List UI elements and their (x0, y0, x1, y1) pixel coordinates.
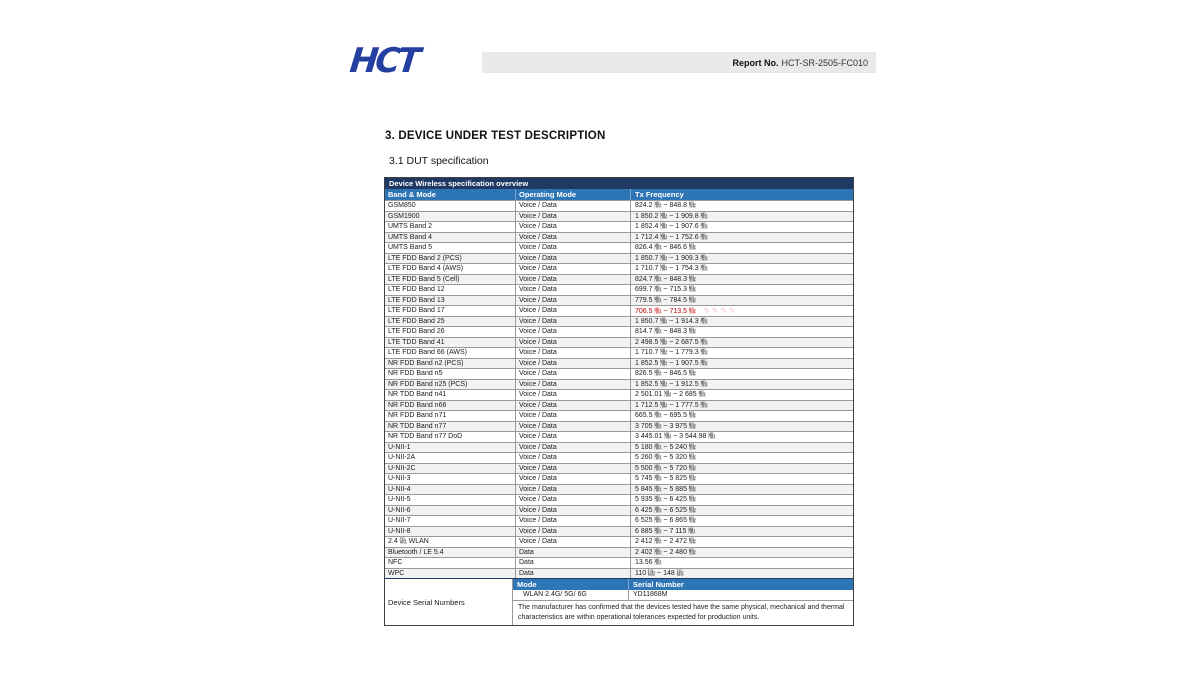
tx-frequency-cell: 1 710.7 ㎒ ~ 1 779.3 ㎒ (630, 348, 853, 358)
table-row (385, 431, 853, 442)
band-mode-cell: LTE FDD Band 26 (388, 328, 445, 335)
band-mode-cell: LTE FDD Band 4 (AWS) (388, 265, 464, 272)
table-title: Device Wireless specification overview (385, 178, 853, 189)
band-mode-cell: U-NII-2A (388, 454, 416, 461)
table-row (385, 305, 853, 316)
operating-mode-cell: Data (515, 548, 630, 558)
band-mode-cell: NR TDD Band n41 (388, 391, 447, 398)
col-header-band-mode: Band & Mode (388, 190, 436, 199)
serial-value-row (513, 590, 853, 601)
serial-header-row (513, 579, 853, 590)
table-row (385, 463, 853, 474)
operating-mode-cell: Voice / Data (515, 317, 630, 327)
operating-mode-cell: Voice / Data (515, 327, 630, 337)
handwritten-annotation: ∿∿∿∿ (701, 305, 737, 315)
tx-frequency-cell: 3 445.01 ㎒ ~ 3 544.98 ㎒ (630, 432, 853, 442)
operating-mode-cell: Voice / Data (515, 390, 630, 400)
table-row (385, 316, 853, 327)
section-title: 3. DEVICE UNDER TEST DESCRIPTION (385, 130, 606, 142)
table-row (385, 337, 853, 348)
band-mode-cell: LTE FDD Band 25 (388, 317, 445, 325)
table-row (385, 452, 853, 463)
band-mode-cell: U-NII-7 (388, 517, 411, 524)
tx-frequency-cell: 1 850.7 ㎒ ~ 1 909.3 ㎒ (630, 254, 853, 264)
operating-mode-cell: Voice / Data (515, 254, 630, 264)
col-header-operating-mode: Operating Mode (515, 189, 630, 200)
table-row (385, 347, 853, 358)
band-mode-cell: GSM1900 (388, 212, 420, 220)
table-row (385, 389, 853, 400)
tx-frequency-cell: 110 ㎑ ~ 148 ㎑ (630, 569, 853, 579)
operating-mode-cell: Voice / Data (515, 453, 630, 463)
operating-mode-cell: Voice / Data (515, 201, 630, 211)
operating-mode-cell: Voice / Data (515, 338, 630, 348)
subsection-title: 3.1 DUT specification (389, 155, 489, 167)
table-row (385, 368, 853, 379)
report-number-value: HCT-SR-2505-FC010 (781, 57, 868, 68)
operating-mode-cell: Voice / Data (515, 296, 630, 306)
operating-mode-cell: Voice / Data (515, 495, 630, 505)
tx-frequency-cell: 6 425 ㎒ ~ 6 525 ㎒ (630, 506, 853, 516)
operating-mode-cell: Voice / Data (515, 348, 630, 358)
tx-frequency-cell: 706.5 ㎒ ~ 713.5 ㎒ ∿∿∿∿ (630, 306, 853, 316)
band-mode-cell: U-NII-1 (388, 443, 411, 451)
hct-logo: HCT (347, 41, 420, 81)
operating-mode-cell: Voice / Data (515, 359, 630, 369)
band-mode-cell: UMTS Band 2 (388, 223, 432, 230)
table-row (385, 494, 853, 505)
col-header-tx-frequency: Tx Frequency (630, 189, 853, 200)
operating-mode-cell: Voice / Data (515, 380, 630, 390)
tx-frequency-cell: 826.4 ㎒ ~ 846.6 ㎒ (630, 243, 853, 253)
manufacturer-note: The manufacturer has confirmed that the devices tested have the same physical, mechanical and thermal characteristics are within operational tolerances expected for production units. (518, 604, 845, 621)
device-serial-section (385, 578, 853, 625)
operating-mode-cell: Data (515, 558, 630, 568)
band-mode-cell: NR FDD Band n66 (388, 401, 447, 409)
table-row (385, 200, 853, 211)
table-row (385, 421, 853, 432)
table-row (385, 568, 853, 579)
table-row (385, 295, 853, 306)
report-number-bar (482, 52, 876, 73)
band-mode-cell: U-NII-3 (388, 475, 411, 482)
operating-mode-cell: Voice / Data (515, 222, 630, 232)
table-row (385, 221, 853, 232)
tx-frequency-cell: 6 885 ㎒ ~ 7 115 ㎒ (630, 527, 853, 537)
band-mode-cell: LTE FDD Band 66 (AWS) (388, 349, 467, 356)
device-serial-numbers-label: Device Serial Numbers (385, 579, 512, 625)
table-header-row (385, 189, 853, 200)
tx-frequency-cell: 5 180 ㎒ ~ 5 240 ㎒ (630, 443, 853, 453)
band-mode-cell: LTE FDD Band 2 (PCS) (388, 254, 462, 262)
operating-mode-cell: Voice / Data (515, 285, 630, 295)
tx-frequency-cell: 665.5 ㎒ ~ 695.5 ㎒ (630, 411, 853, 421)
table-row (385, 410, 853, 421)
dut-spec-table (384, 177, 854, 626)
band-mode-cell: LTE FDD Band 5 (Cell) (388, 275, 460, 283)
operating-mode-cell: Voice / Data (515, 527, 630, 537)
band-mode-cell: NR TDD Band n77 DoD (388, 433, 463, 440)
band-mode-cell: GSM850 (388, 202, 416, 209)
band-mode-cell: NR FDD Band n5 (388, 370, 443, 377)
tx-frequency-cell: 3 705 ㎒ ~ 3 975 ㎒ (630, 422, 853, 432)
operating-mode-cell: Voice / Data (515, 506, 630, 516)
serial-number-value: YD11868M (628, 590, 853, 600)
table-row (385, 274, 853, 285)
operating-mode-cell: Voice / Data (515, 264, 630, 274)
operating-mode-cell: Voice / Data (515, 411, 630, 421)
operating-mode-cell: Voice / Data (515, 243, 630, 253)
table-row (385, 505, 853, 516)
table-row (385, 442, 853, 453)
band-mode-cell: NR FDD Band n25 (PCS) (388, 380, 468, 388)
tx-frequency-cell: 814.7 ㎒ ~ 848.3 ㎒ (630, 327, 853, 337)
band-mode-cell: LTE FDD Band 17 (388, 307, 445, 314)
table-row (385, 547, 853, 558)
operating-mode-cell: Data (515, 569, 630, 579)
tx-frequency-cell: 5 845 ㎒ ~ 5 885 ㎒ (630, 485, 853, 495)
band-mode-cell: UMTS Band 5 (388, 244, 432, 251)
band-mode-cell: NR FDD Band n2 (PCS) (388, 359, 464, 367)
band-mode-cell: U-NII-4 (388, 485, 411, 493)
band-mode-cell: LTE TDD Band 41 (388, 338, 445, 346)
operating-mode-cell: Voice / Data (515, 432, 630, 442)
serial-col-header-serial-number: Serial Number (628, 579, 853, 590)
tx-frequency-cell: 1 852.4 ㎒ ~ 1 907.6 ㎒ (630, 222, 853, 232)
tx-frequency-cell: 1 852.5 ㎒ ~ 1 912.5 ㎒ (630, 380, 853, 390)
tx-frequency-cell: 1 710.7 ㎒ ~ 1 754.3 ㎒ (630, 264, 853, 274)
tx-frequency-cell: 13.56 ㎒ (630, 558, 853, 568)
band-mode-cell: U-NII-5 (388, 496, 411, 503)
table-row (385, 242, 853, 253)
operating-mode-cell: Voice / Data (515, 212, 630, 222)
tx-frequency-cell: 5 500 ㎒ ~ 5 720 ㎒ (630, 464, 853, 474)
tx-frequency-cell: 1 850.2 ㎒ ~ 1 909.8 ㎒ (630, 212, 853, 222)
table-row (385, 263, 853, 274)
serial-col-header-mode: Mode (517, 580, 537, 589)
operating-mode-cell: Voice / Data (515, 474, 630, 484)
tx-frequency-cell: 2 501.01 ㎒ ~ 2 685 ㎒ (630, 390, 853, 400)
band-mode-cell: 2.4 ㎓ WLAN (388, 538, 429, 545)
tx-frequency-cell: 699.7 ㎒ ~ 715.3 ㎒ (630, 285, 853, 295)
table-row (385, 326, 853, 337)
tx-frequency-cell: 824.7 ㎒ ~ 848.3 ㎒ (630, 275, 853, 285)
serial-mode-value: WLAN 2.4G/ 5G/ 6G (523, 591, 587, 598)
tx-frequency-cell: 2 412 ㎒ ~ 2 472 ㎒ (630, 537, 853, 547)
band-mode-cell: U-NII-6 (388, 506, 411, 514)
tx-frequency-cell: 6 525 ㎒ ~ 6 865 ㎒ (630, 516, 853, 526)
table-row (385, 400, 853, 411)
table-row (385, 284, 853, 295)
band-mode-cell: U-NII-8 (388, 527, 411, 535)
band-mode-cell: Bluetooth / LE 5.4 (388, 548, 444, 556)
band-mode-cell: NR FDD Band n71 (388, 412, 447, 419)
tx-frequency-cell: 1 712.5 ㎒ ~ 1 777.5 ㎒ (630, 401, 853, 411)
operating-mode-cell: Voice / Data (515, 485, 630, 495)
band-mode-cell: U-NII-2C (388, 464, 416, 472)
table-row (385, 484, 853, 495)
tx-frequency-cell: 5 745 ㎒ ~ 5 825 ㎒ (630, 474, 853, 484)
report-number-label: Report No. (732, 57, 779, 68)
tx-frequency-cell: 5 935 ㎒ ~ 6 425 ㎒ (630, 495, 853, 505)
device-serial-subtable (512, 579, 853, 625)
operating-mode-cell: Voice / Data (515, 422, 630, 432)
table-row (385, 473, 853, 484)
band-mode-cell: LTE FDD Band 13 (388, 296, 445, 304)
tx-frequency-cell: 2 498.5 ㎒ ~ 2 687.5 ㎒ (630, 338, 853, 348)
band-mode-cell: UMTS Band 4 (388, 233, 432, 241)
band-mode-cell: LTE FDD Band 12 (388, 286, 445, 293)
band-mode-cell: WPC (388, 569, 405, 577)
operating-mode-cell: Voice / Data (515, 443, 630, 453)
table-row (385, 379, 853, 390)
operating-mode-cell: Voice / Data (515, 516, 630, 526)
tx-frequency-cell: 5 260 ㎒ ~ 5 320 ㎒ (630, 453, 853, 463)
table-row (385, 557, 853, 568)
table-row (385, 211, 853, 222)
table-row (385, 232, 853, 243)
operating-mode-cell: Voice / Data (515, 464, 630, 474)
tx-frequency-cell: 779.5 ㎒ ~ 784.5 ㎒ (630, 296, 853, 306)
tx-frequency-cell: 2 402 ㎒ ~ 2 480 ㎒ (630, 548, 853, 558)
tx-frequency-cell: 824.2 ㎒ ~ 848.8 ㎒ (630, 201, 853, 211)
table-row (385, 526, 853, 537)
tx-frequency-cell: 1 850.7 ㎒ ~ 1 914.3 ㎒ (630, 317, 853, 327)
operating-mode-cell: Voice / Data (515, 275, 630, 285)
table-row (385, 536, 853, 547)
table-body (385, 200, 853, 578)
band-mode-cell: NFC (388, 559, 403, 566)
tx-frequency-cell: 1 712.4 ㎒ ~ 1 752.6 ㎒ (630, 233, 853, 243)
tx-frequency-cell: 826.5 ㎒ ~ 846.5 ㎒ (630, 369, 853, 379)
operating-mode-cell: Voice / Data (515, 369, 630, 379)
tx-frequency-cell: 1 852.5 ㎒ ~ 1 907.5 ㎒ (630, 359, 853, 369)
operating-mode-cell: Voice / Data (515, 401, 630, 411)
band-mode-cell: NR TDD Band n77 (388, 422, 447, 430)
table-row (385, 253, 853, 264)
operating-mode-cell: Voice / Data (515, 537, 630, 547)
operating-mode-cell: Voice / Data (515, 233, 630, 243)
operating-mode-cell: Voice / Data (515, 306, 630, 316)
table-row (385, 515, 853, 526)
table-row (385, 358, 853, 369)
